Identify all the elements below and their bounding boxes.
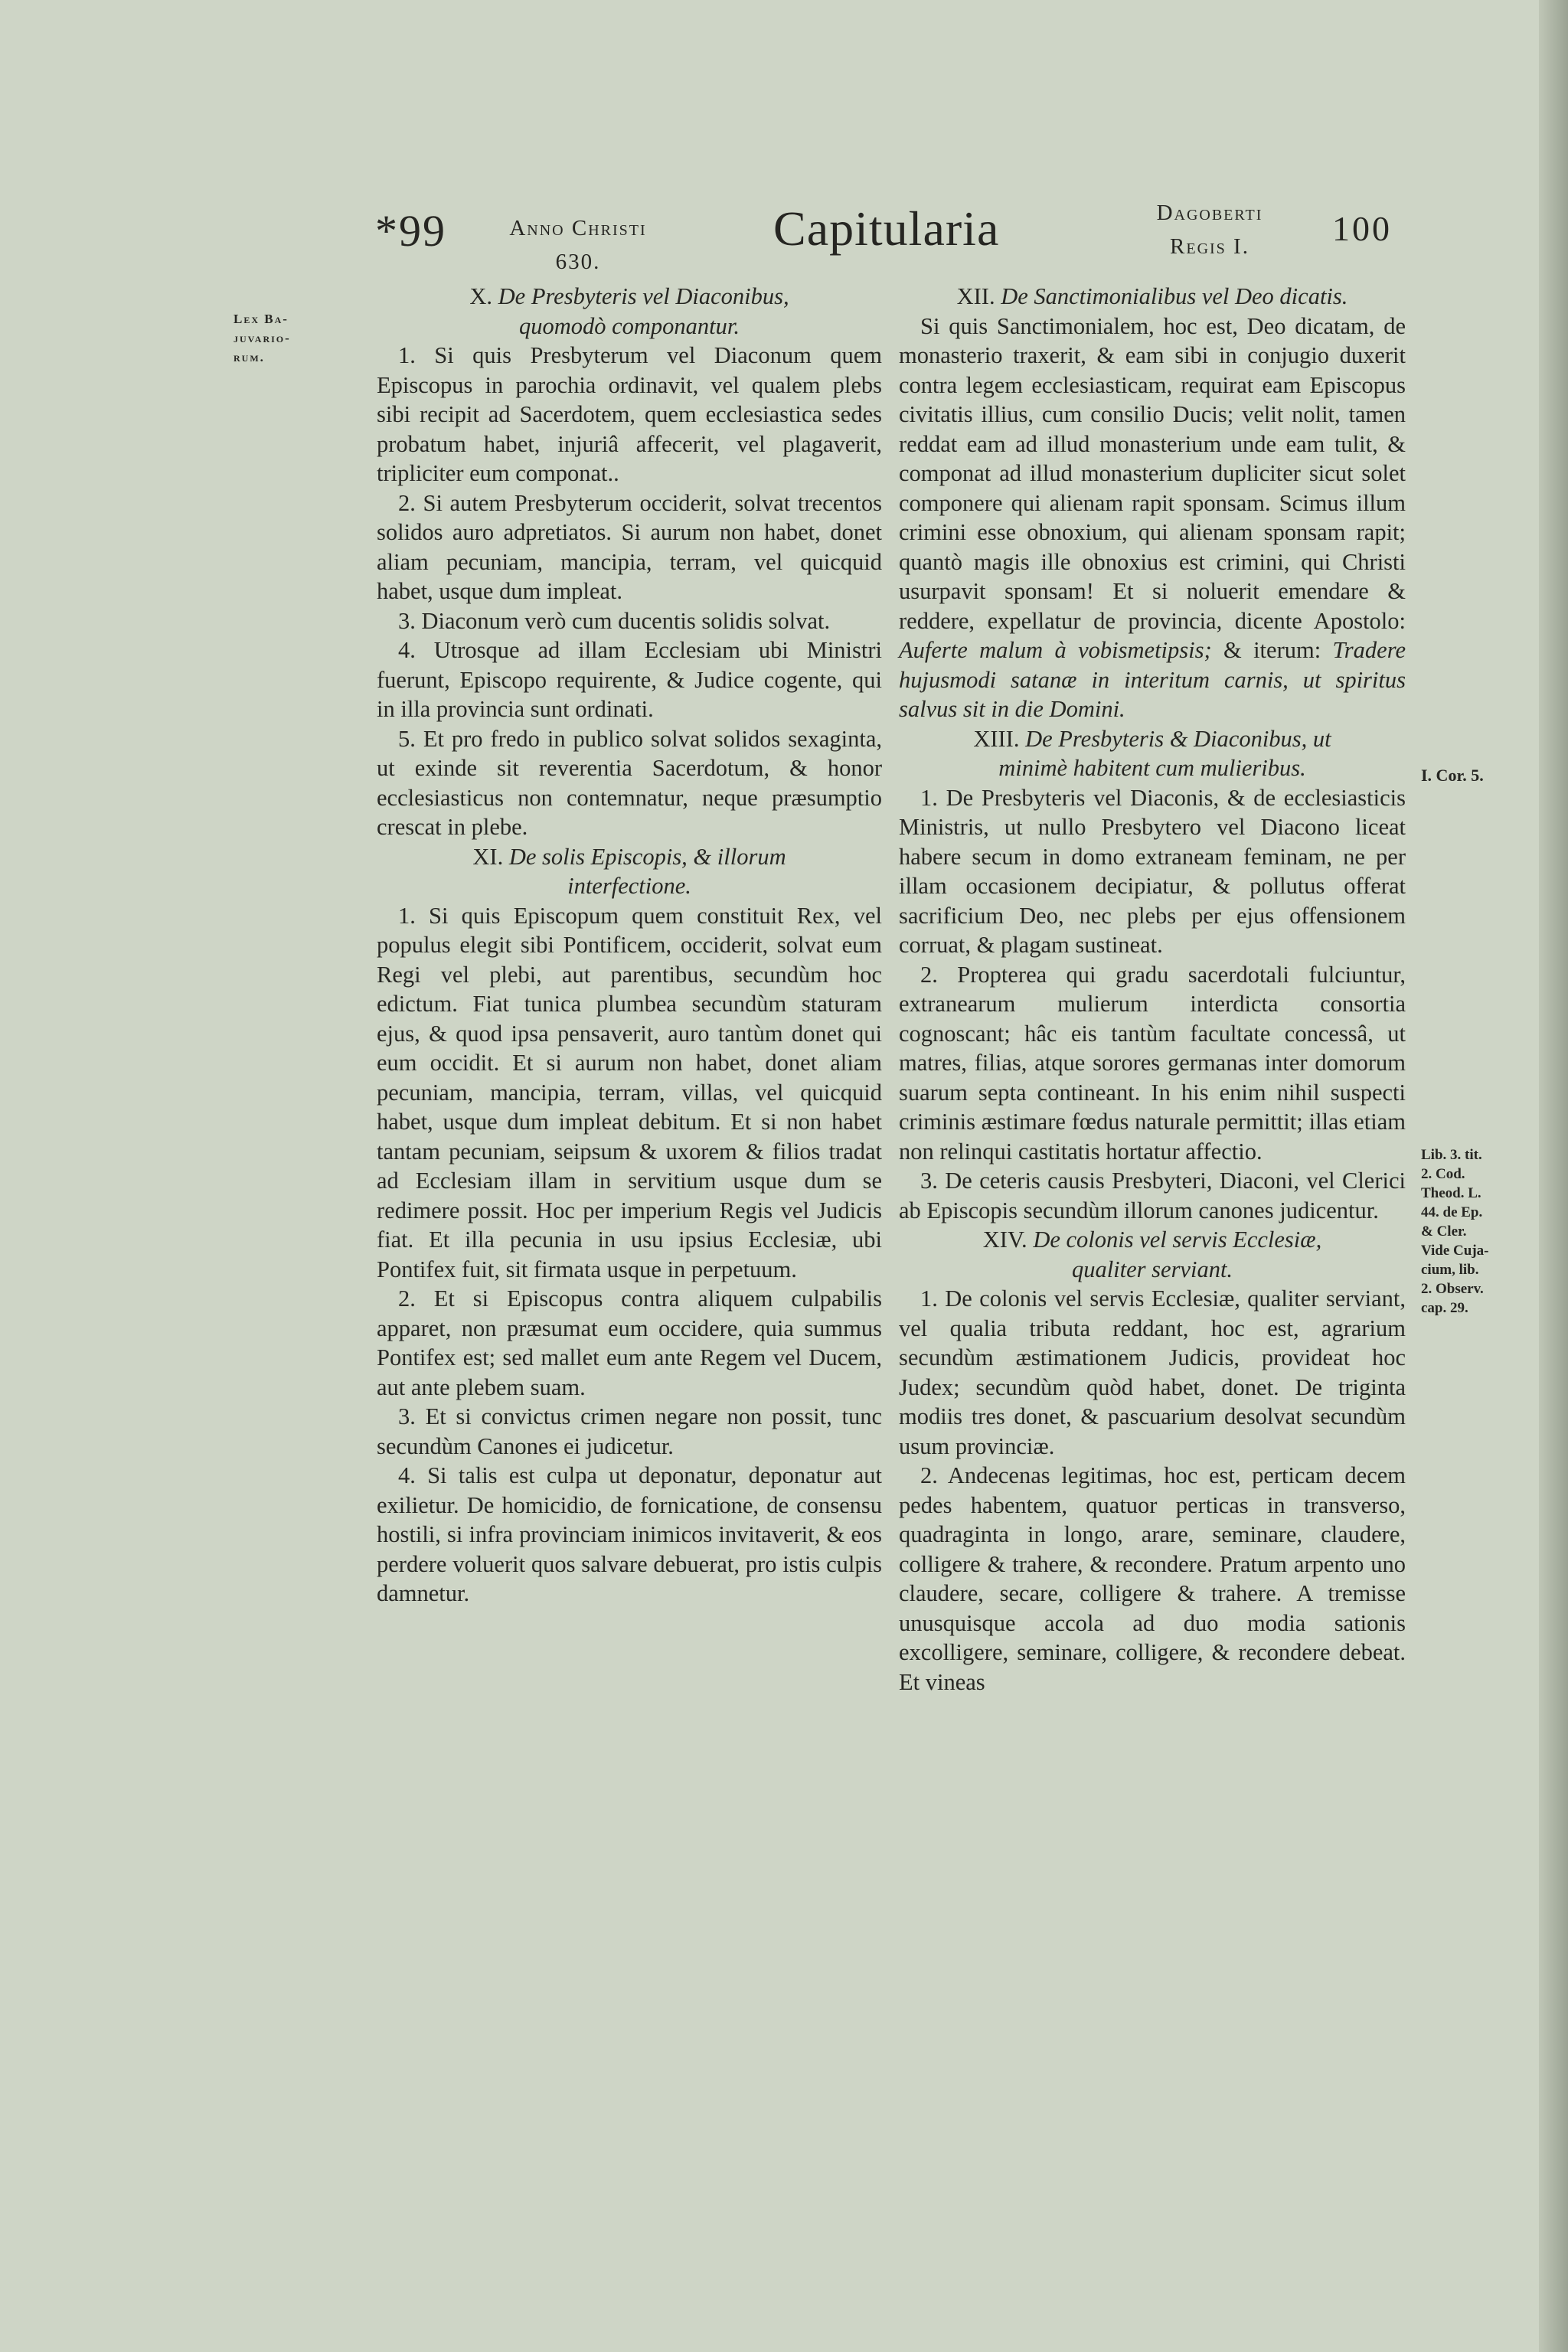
section-title-cont: qualiter serviant. <box>1071 1256 1233 1282</box>
scripture-quote: Auferte malum à vobismetipsis; <box>899 637 1212 663</box>
section-title-cont: minimè habitent cum mulieribus. <box>998 755 1306 781</box>
paragraph: 1. De Presbyteris vel Diaconis, & de ecclesiasticis Ministris, ut nullo Presbytero vel Diacono liceat habere secum in domo extraneam feminam, ne per illam occasionem decipiatur, & pollutus offerat sacrificium Deo, nec plebs per ejus offensionem corruat, & plagam sustineat. <box>899 784 1406 958</box>
paragraph: 4. Si talis est culpa ut deponatur, deponatur aut exilietur. De homicidio, de fornicatione, de consensu hostili, si infra provinciam inimicos invitaverit, & eos perdere voluerit quos salvare debuerat, pro istis culpis damnetur. <box>377 1462 882 1606</box>
margin-line: Lex Ba- <box>234 312 289 326</box>
section-heading-xi <box>377 842 882 901</box>
paragraph: 2. Si autem Presbyterum occiderit, solvat trecentos solidos auro adpretiatos. Si aurum non habet, donet aliam pecuniam, mancipia, terram, vel quicquid habet, usque dum impleat. <box>377 489 882 604</box>
paragraph <box>899 312 1406 724</box>
right-margin-note-references <box>1421 1145 1536 1318</box>
scripture-quote: Tradere hujusmodi satanæ in interitum carnis, ut spiritus salvus sit in die Domini. <box>899 637 1406 722</box>
paragraph: 4. Utrosque ad illam Ecclesiam ubi Ministri fuerunt, Episcopo requirente, & Judice cogente, qui in illa provincia sunt ordinati. <box>377 637 882 722</box>
section-title: De Presbyteris & Diaconibus, ut <box>1025 725 1331 752</box>
section-title-cont: interfectione. <box>567 873 691 899</box>
page-number-right: 100 <box>1332 209 1392 248</box>
running-head-anno <box>482 211 674 279</box>
section-title: De colonis vel servis Ecclesiæ, <box>1033 1227 1322 1253</box>
margin-line: 2. Observ. <box>1421 1281 1484 1297</box>
section-heading-xiii <box>899 724 1406 783</box>
running-head-dagobert <box>1125 196 1294 263</box>
margin-line: 44. de Ep. <box>1421 1204 1483 1220</box>
paragraph: 5. Et pro fredo in publico solvat solidos sexaginta, ut exinde sit reverentia Sacerdotum, & honor ecclesiasticus non contemnatur, neque præsumptio crescat in plebe. <box>377 725 882 840</box>
paragraph: 3. Diaconum verò cum ducentis solidis solvat. <box>398 607 831 634</box>
anno-line-1: Anno Christi <box>509 216 647 240</box>
section-heading-xii <box>899 282 1406 312</box>
section-heading-xiv <box>899 1225 1406 1284</box>
margin-line: Lib. 3. tit. <box>1421 1147 1482 1163</box>
section-title: De Presbyteris vel Diaconibus, <box>498 283 789 309</box>
section-number: XIII. <box>973 725 1020 752</box>
running-title: Capitularia <box>773 201 1000 256</box>
margin-line: juvario- <box>234 331 291 345</box>
section-title-cont: quomodò componantur. <box>518 312 740 339</box>
paragraph-text: & iterum: <box>1211 637 1321 663</box>
text-column-right <box>899 282 1406 1697</box>
paragraph: 2. Propterea qui gradu sacerdotali fulciuntur, extranearum mulierum interdicta consortia cognoscant; hâc eis tantùm facultate concessâ, ut matres, filias, atque sorores germanas inter domorum suarum septa contineant. In his enim nihil suspecti criminis æstimare fœdus naturale permittit; illas etiam non relinqui castitatis hortatur affectio. <box>899 961 1406 1165</box>
margin-line: 2. Cod. <box>1421 1166 1465 1182</box>
page-number-left: *99 <box>375 206 446 256</box>
margin-line: Vide Cuja- <box>1421 1243 1489 1259</box>
paragraph: 1. De colonis vel servis Ecclesiæ, qualiter serviant, vel qualia tributa reddant, hoc est, agrarium secundùm æstimationem Judicis, provideat hoc Judex; secundùm quòd habet, donet. De triginta modiis tres donet, & pascuarium desolvat secundùm usum provinciæ. <box>899 1285 1406 1459</box>
section-title: De Sanctimonialibus vel Deo dicatis. <box>1001 283 1348 309</box>
paragraph-text: Si quis Sanctimonialem, hoc est, Deo dicatam, de monasterio traxerit, & eam sibi in conjugio duxerit contra legem ecclesiasticam, requirat eam Episcopus civitatis illius, cum consilio Ducis; velit nolit, tamen reddat eam ad illud monasterium unde eam tulit, & componat ad illud monasterium dupliciter sicut solet componere qui alienam rapit sponsam. Scimus illum crimini esse obnoxium, qui alienam sponsam rapit; quantò magis ille obnoxius est crimini, qui Christi usurpavit sponsam! Et si noluerit emendare & reddere, expellatur de provincia, dicente Apostolo: <box>899 312 1406 634</box>
dagobert-line-2: Regis I. <box>1170 234 1250 259</box>
margin-line: cium, lib. <box>1421 1262 1479 1278</box>
paragraph: 3. Et si convictus crimen negare non possit, tunc secundùm Canones ei judicetur. <box>377 1403 882 1459</box>
left-margin-note <box>234 309 325 367</box>
section-title: De solis Episcopis, & illorum <box>508 843 786 870</box>
paragraph: 2. Et si Episcopus contra aliquem culpabilis apparet, non præsumat eum occidere, quia summus Pontifex est; sed mallet eum ante Regem vel Ducem, aut ante plebem suam. <box>377 1285 882 1400</box>
margin-line: & Cler. <box>1421 1223 1467 1240</box>
margin-line: Theod. L. <box>1421 1185 1481 1201</box>
anno-line-2: 630. <box>555 250 601 274</box>
page-edge <box>1539 0 1568 2352</box>
section-number: XI. <box>472 843 504 870</box>
paragraph: 3. De ceteris causis Presbyteri, Diaconi, vel Clerici ab Episcopis secundùm illorum canones judicentur. <box>899 1168 1406 1223</box>
margin-line: cap. 29. <box>1421 1300 1468 1316</box>
section-number: X. <box>469 283 492 309</box>
margin-line: rum. <box>234 350 265 364</box>
section-number: XIV. <box>982 1227 1027 1253</box>
dagobert-line-1: Dagoberti <box>1156 201 1263 225</box>
paragraph: 2. Andecenas legitimas, hoc est, perticam decem pedes habentem, quatuor perticas in transverso, quadraginta in longo, arare, seminare, claudere, colligere & trahere, & recondere. Pratum arpento uno claudere, secare, colligere & trahere. A tremisse unusquisque accola ad duo modia sationis excolligere, seminare, colligere, & recondere debeat. Et vineas <box>899 1462 1406 1695</box>
right-margin-note-cor: I. Cor. 5. <box>1421 766 1484 785</box>
section-heading-x <box>377 282 882 341</box>
paragraph: 1. Si quis Episcopum quem constituit Rex, vel populus elegit sibi Pontificem, occiderit, solvat eum Regi vel plebi, aut parentibus, secundùm hoc edictum. Fiat tunica plumbea secundùm staturam ejus, & quod ipsa pensaverit, auro tantùm donet qui eum occidit. Et si aurum non habet, donet aliam pecuniam, mancipia, terram, villas, vel quicquid habet, usque dum impleat debitum. Et si non habet tantam pecuniam, seipsum & uxorem & filios tradat ad Ecclesiam illam in servitium usque dum se redimere possit. Hoc per imperium Regis vel Judicis fiat. Et illa pecunia in usu ipsius Ecclesiæ, ubi Pontifex fuit, sit firmata usque in perpetuum. <box>377 902 882 1282</box>
text-column-left <box>377 282 882 1609</box>
section-number: XII. <box>956 283 995 309</box>
paragraph: 1. Si quis Presbyterum vel Diaconum quem Episcopus in parochia ordinavit, vel qualem plebs sibi recipit ad Sacerdotem, quem ecclesiastica sedes probatum habet, injuriâ affecerit, vel plagaverit, tripliciter eum componat.. <box>377 342 882 486</box>
